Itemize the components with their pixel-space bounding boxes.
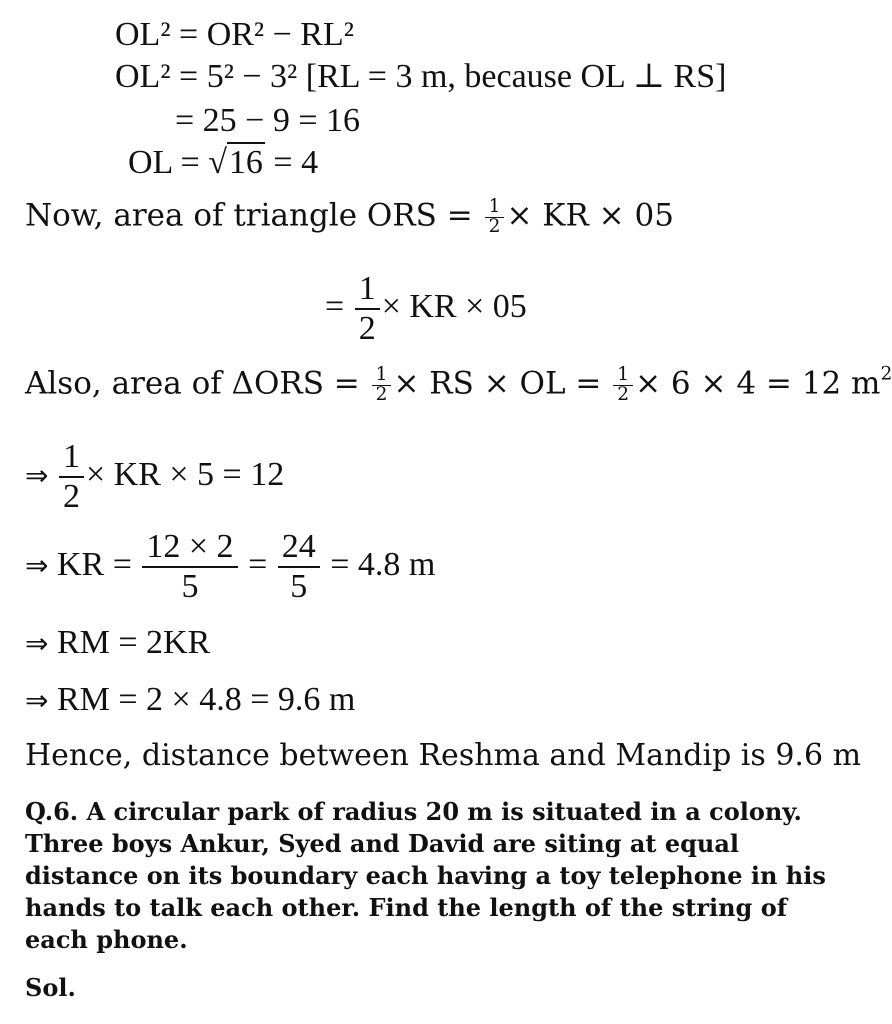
implies-icon: ⇒ — [25, 548, 49, 582]
statement-text: Also, area of ΔORS = — [25, 365, 370, 402]
equation-text: RM = 2KR — [56, 624, 211, 661]
implies-line-4 — [25, 683, 355, 717]
equation-text: = 4.8 m — [321, 545, 436, 583]
equation-text: = 25 − 9 = 16 — [175, 102, 361, 139]
equation-line-4 — [128, 146, 318, 180]
area-triangle-line — [25, 198, 674, 236]
fraction-half: $\frac{1}{2}$ — [355, 272, 380, 346]
equation-line-1 — [115, 18, 354, 52]
statement-text: × KR × 05 — [506, 197, 674, 234]
implies-line-3 — [25, 626, 210, 660]
equation-text: × KR × 5 = 12 — [85, 455, 285, 493]
implies-line-1 — [25, 440, 284, 514]
question-text: Q.6. A circular park of radius 20 m is situated in a colony. Three boys Ankur, Syed and David are siting at equal distance on its boundary each having a toy telephone in his hands to talk each other. Find the length of the string of each phone. — [25, 797, 826, 954]
superscript: 2 — [880, 363, 892, 385]
question-6 — [25, 796, 845, 956]
equation-text: = 4 — [264, 144, 319, 181]
equation-note: [RL = 3 m, because OL ⊥ RS] — [305, 58, 727, 95]
equation-text: OL² = 5² − 3² — [115, 58, 306, 95]
conclusion-line — [25, 738, 862, 773]
fraction: $\frac{24}{5}$ — [278, 530, 320, 604]
equation-line-2 — [115, 60, 726, 94]
solution-text: Sol. — [25, 973, 76, 1002]
equation-text: OL = — [128, 144, 209, 181]
radicand: 16 — [228, 144, 263, 181]
conclusion-text: Hence, distance between Reshma and Mandip is 9.6 m — [25, 738, 862, 773]
fraction-half: $\frac{1}{2}$ — [613, 366, 633, 404]
statement-text: × RS × OL = — [393, 365, 612, 402]
equation-text: RM = 2 × 4.8 = 9.6 m — [56, 681, 356, 718]
square-root: √16 — [208, 144, 263, 181]
fraction-half: $\frac{1}{2}$ — [485, 198, 505, 236]
implies-icon: ⇒ — [25, 684, 49, 717]
equation-line-3 — [175, 104, 360, 138]
equation-text: KR = — [56, 545, 141, 583]
fraction-half: $\frac{1}{2}$ — [59, 440, 84, 514]
equation-text: OL² = OR² − RL² — [115, 16, 354, 53]
implies-icon: ⇒ — [25, 627, 49, 660]
implies-icon: ⇒ — [25, 458, 49, 492]
statement-text: Now, area of triangle ORS = — [25, 197, 483, 234]
statement-text: × 6 × 4 = 12 m — [635, 365, 881, 402]
implies-line-2 — [25, 530, 435, 604]
fraction-half: $\frac{1}{2}$ — [372, 366, 392, 404]
equation-text: = — [325, 287, 353, 325]
area-equation-line — [325, 272, 527, 346]
area-orS-line — [25, 363, 892, 405]
fraction: $\frac{12 \times 2}{5}$ — [142, 530, 237, 604]
equation-text: = — [239, 545, 276, 583]
solution-label — [25, 972, 76, 1004]
equation-text: × KR × 05 — [381, 287, 527, 325]
